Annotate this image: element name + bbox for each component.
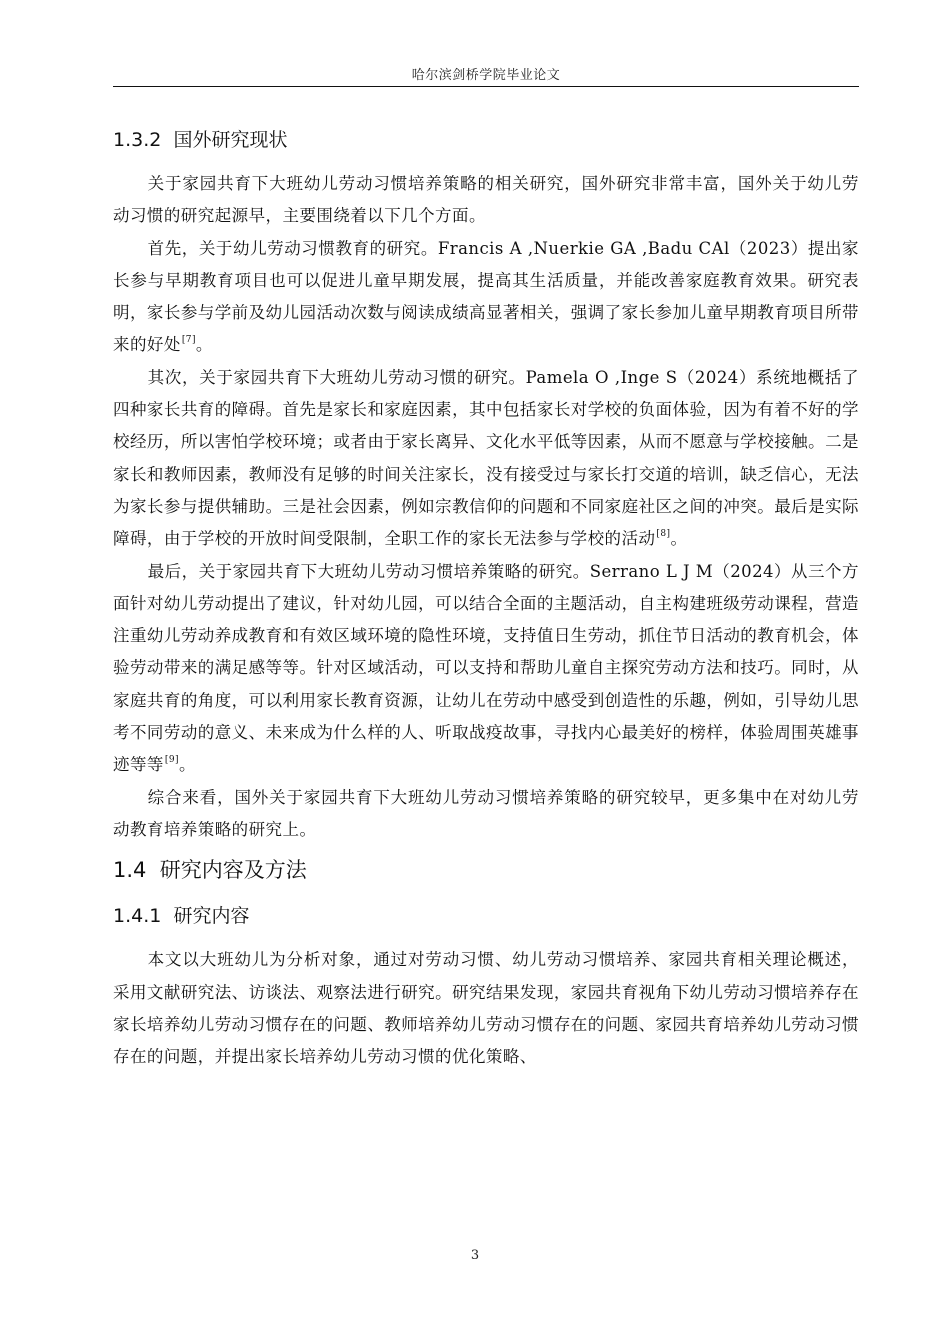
paragraph bbox=[113, 944, 859, 1073]
paragraph-text: 首先，关于幼儿劳动习惯教育的研究。Francis A ,Nuerkie GA ,Badu CAl（2023）提出家长参与早期教育项目也可以促进儿童早期发展，提高其生活质量，并能改善家庭教育效果。研究表明，家长参与学前及幼儿园活动次数与阅读成绩高显著相关，强调了家长参加儿童早期教育项目所带来的好处 bbox=[113, 238, 859, 355]
page-body bbox=[113, 120, 859, 1073]
paragraph-text: 关于家园共育下大班幼儿劳动习惯培养策略的相关研究，国外研究非常丰富，国外关于幼儿劳动习惯的研究起源早，主要围绕着以下几个方面。 bbox=[113, 174, 859, 226]
section-heading-1-4 bbox=[113, 850, 859, 890]
citation: [9] bbox=[164, 755, 179, 766]
paragraph bbox=[113, 556, 859, 782]
paragraph bbox=[113, 168, 859, 233]
section-title: 研究内容及方法 bbox=[159, 858, 307, 883]
citation: [7] bbox=[181, 335, 196, 346]
section-number: 1.4.1 bbox=[113, 905, 162, 928]
section-title: 国外研究现状 bbox=[173, 129, 288, 151]
paragraph-end: 。 bbox=[670, 529, 688, 549]
paragraph bbox=[113, 233, 859, 362]
section-number: 1.3.2 bbox=[113, 129, 162, 151]
paragraph-text: 最后，关于家园共育下大班幼儿劳动习惯培养策略的研究。Serrano L J M（2024）从三个方面针对幼儿劳动提出了建议，针对幼儿园，可以结合全面的主题活动，自主构建班级劳动课程，营造注重幼儿劳动养成教育和有效区域环境的隐性环境，支持值日生劳动，抓住节日活动的教育机会，体验劳动带来的满足感等等。针对区域活动，可以支持和帮助儿童自主探究劳动方法和技巧。同时，从家庭共育的角度，可以利用家长教育资源，让幼儿在劳动中感受到创造性的乐趣，例如，引导幼儿思考不同劳动的意义、未来成为什么样的人、听取战疫故事，寻找内心最美好的榜样，体验周围英雄事迹等等 bbox=[113, 561, 859, 775]
citation: [8] bbox=[656, 529, 671, 540]
page-number: 3 bbox=[470, 1248, 480, 1263]
paragraph-end: 。 bbox=[195, 335, 213, 355]
section-title: 研究内容 bbox=[173, 905, 250, 928]
paragraph-text: 本文以大班幼儿为分析对象，通过对劳动习惯、幼儿劳动习惯培养、家园共育相关理论概述，采用文献研究法、访谈法、观察法进行研究。研究结果发现，家园共育视角下幼儿劳动习惯培养存在家长培养幼儿劳动习惯存在的问题、教师培养幼儿劳动习惯存在的问题、家园共育培养幼儿劳动习惯存在的问题，并提出家长培养幼儿劳动习惯的优化策略、 bbox=[113, 950, 859, 1067]
paragraph-text: 综合来看，国外关于家园共育下大班幼儿劳动习惯培养策略的研究较早，更多集中在对幼儿劳动教育培养策略的研究上。 bbox=[113, 787, 859, 839]
section-number: 1.4 bbox=[113, 858, 147, 883]
section-heading-1-3-2 bbox=[113, 120, 859, 160]
paragraph-text: 其次，关于家园共育下大班幼儿劳动习惯的研究。Pamela O ,Inge S（2024）系统地概括了四种家长共育的障碍。首先是家长和家庭因素，其中包括家长对学校的负面体验，因为有着不好的学校经历，所以害怕学校环境；或者由于家长离异、文化水平低等因素，从而不愿意与学校接触。二是家长和教师因素，教师没有足够的时间关注家长，没有接受过与家长打交道的培训，缺乏信心，无法为家长参与提供辅助。三是社会因素，例如宗教信仰的问题和不同家庭社区之间的冲突。最后是实际障碍，由于学校的开放时间受限制，全职工作的家长无法参与学校的活动 bbox=[113, 367, 859, 549]
section-heading-1-4-1 bbox=[113, 896, 859, 936]
paragraph bbox=[113, 362, 859, 556]
page-header: 哈尔滨剑桥学院毕业论文 bbox=[411, 68, 561, 83]
paragraph-end: 。 bbox=[178, 755, 196, 775]
header-rule bbox=[113, 86, 859, 87]
paragraph bbox=[113, 782, 859, 847]
